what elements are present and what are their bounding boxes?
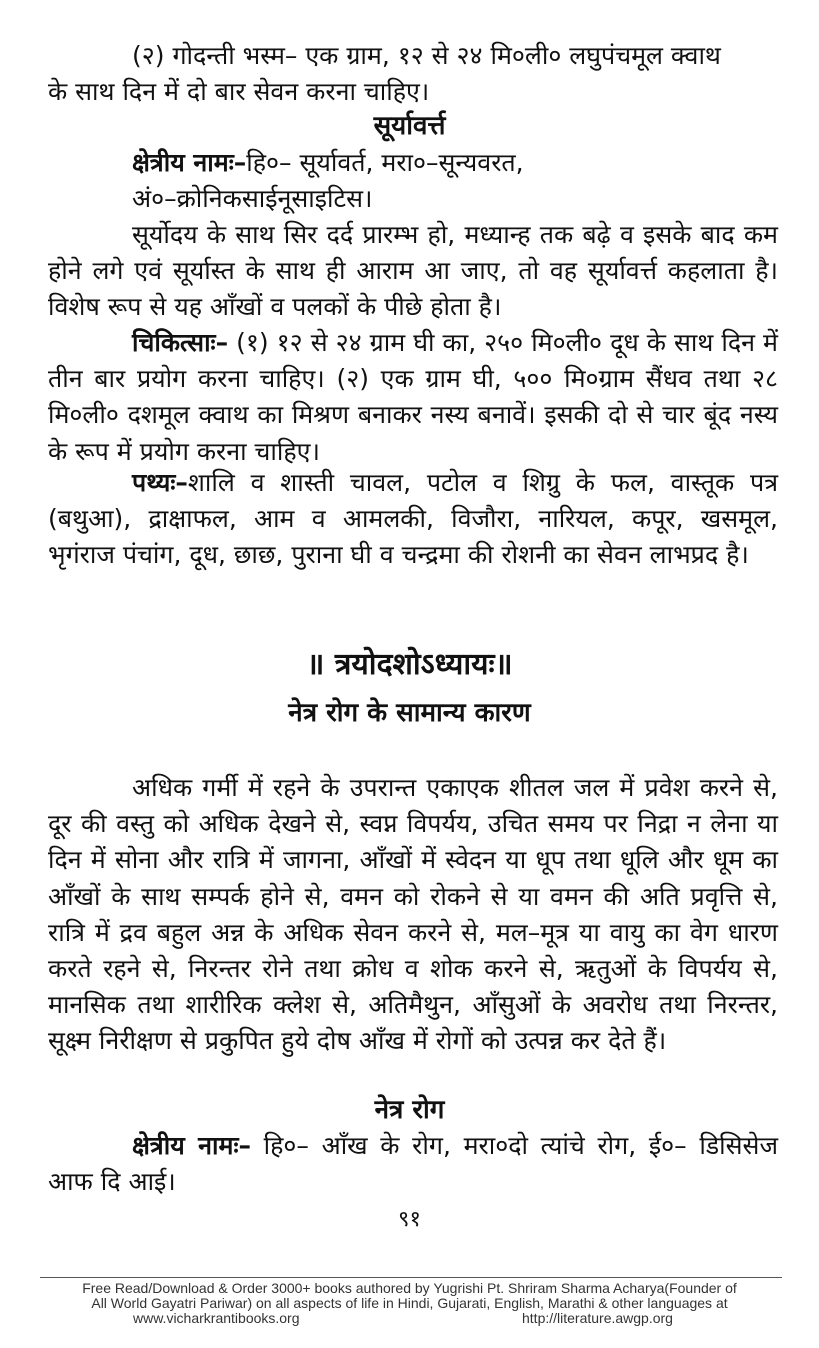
footer-line-1: Free Read/Download & Order 3000+ books authored by Yugrishi Pt. Shriram Sharma Acharya(Founder of bbox=[82, 1280, 737, 1296]
paragraph-suryavart-description bbox=[48, 217, 778, 326]
diet-label: पथ्यः– bbox=[132, 468, 188, 497]
regional-names-line-2: अं०–क्रोनिकसाईनूसाइटिस। bbox=[132, 184, 373, 213]
diet-text: शालि व शास्ती चावल, पटोल व शिग्रु के फल, वास्तूक पत्र (बथुआ), द्राक्षाफल, आम व आमलकी, विजौरा, नारियल, कपूर, खसमूल, भृगंराज पंचांग, दूध, छाछ, पुराना घी व चन्द्रमा की रोशनी का सेवन लाभप्रद है। bbox=[48, 468, 778, 570]
suryavart-description-text: सूर्योदय के साथ सिर दर्द प्रारम्भ हो, मध्यान्ह तक बढ़े व इसके बाद कम होने लगे एवं सूर्यास्त के साथ ही आराम आ जाए, तो वह सूर्यावर्त्त कहलाता है। विशेष रूप से यह आँखों व पलकों के पीछे होता है। bbox=[48, 220, 778, 322]
footer-link-awgp[interactable]: http://literature.awgp.org bbox=[522, 1310, 673, 1326]
paragraph-diet bbox=[48, 465, 778, 574]
heading-netra-rog: नेत्र रोग bbox=[374, 1095, 445, 1125]
eye-disease-causes-text: अधिक गर्मी में रहने के उपरान्त एकाएक शीतल जल में प्रवेश करने से, दूर की वस्तु को अधिक देखने से, स्वप्न विपर्यय, उचित समय पर निद्रा न लेना या दिन में सोना और रात्रि में जागना, आँखों में स्वेदन या धूप तथा धूलि और धूम का आँखों के साथ सम्पर्क होने से, वमन को रोकने से या वमन की अति प्रवृत्ति से, रात्रि में द्रव बहुल अन्न के अधिक सेवन करने से, मल–मूत्र या वायु का वेग धारण करते रहने से, निरन्तर रोने तथा क्रोध व शोक करने से, ऋतुओं के विपर्यय से, मानसिक तथा शारीरिक क्लेश से, अतिमैथुन, आँसुओं के अवरोध तथा निरन्तर, सूक्ष्म निरीक्षण से प्रकुपित हुये दोष आँख में रोगों को उत्पन्न कर देते हैं। bbox=[48, 773, 778, 1056]
regional-names-text: हि०– सूर्यावर्त, मरा०–सून्यवरत, bbox=[246, 148, 524, 177]
regional-label: क्षेत्रीय नामः– bbox=[132, 148, 247, 177]
netra-regional-label: क्षेत्रीय नामः– bbox=[132, 1131, 251, 1160]
godanti-line-1: (२) गोदन्ती भस्म– एक ग्राम, १२ से २४ मि०ली० लघुपंचमूल क्वाथ bbox=[132, 41, 721, 70]
paragraph-godanti bbox=[48, 38, 778, 110]
paragraph-eye-disease-causes bbox=[48, 770, 778, 1060]
treatment-label: चिकित्साः– bbox=[132, 328, 229, 357]
footer-line-2: All World Gayatri Pariwar) on all aspects of life in Hindi, Gujarati, English, Marathi & other languages at bbox=[91, 1295, 728, 1311]
treatment-text: (१) १२ से २४ ग्राम घी का, २५० मि०ली० दूध के साथ दिन में तीन बार प्रयोग करना चाहिए। (२) एक ग्राम घी, ५०० मि०ग्राम सैंधव तथा २८ मि०ली० दशमूल क्वाथ का मिश्रण बनाकर नस्य बनावें। इसकी दो से चार बूंद नस्य के रूप में प्रयोग करना चाहिए। bbox=[48, 328, 778, 466]
footer-link-vicharkranti[interactable]: www.vicharkrantibooks.org bbox=[133, 1310, 300, 1326]
chapter-title: ॥ त्रयोदशोऽध्यायः॥ bbox=[306, 647, 513, 682]
regional-names-line-1 bbox=[132, 145, 524, 181]
chapter-subtitle: नेत्र रोग के सामान्य कारण bbox=[288, 698, 531, 728]
footer-divider bbox=[40, 1277, 782, 1278]
heading-suryavart: सूर्यावर्त्त bbox=[373, 111, 446, 141]
godanti-line-2: के साथ दिन में दो बार सेवन करना चाहिए। bbox=[48, 77, 430, 107]
page-number: ९१ bbox=[398, 1207, 421, 1232]
paragraph-treatment bbox=[48, 325, 778, 470]
netra-regional-text: हि०– आँख के रोग, मरा०दो त्यांचे रोग, ई०– डिसिसेज आफ दि आई। bbox=[48, 1131, 778, 1197]
paragraph-netra-regional-names bbox=[48, 1128, 778, 1200]
